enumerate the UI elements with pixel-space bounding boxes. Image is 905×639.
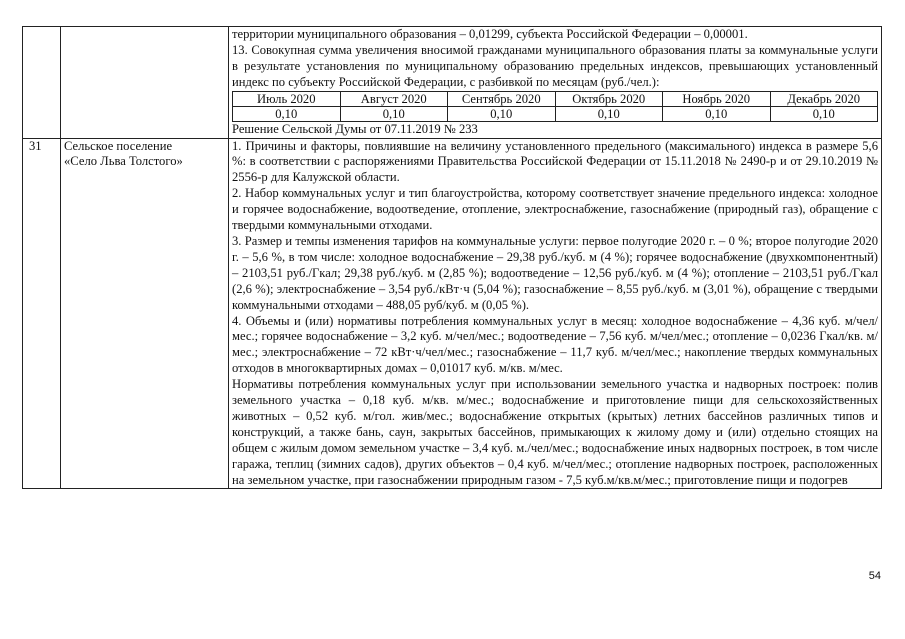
page-number: 54 <box>868 570 881 582</box>
municipality-name-cell <box>61 138 229 489</box>
paragraph: 1. Причины и факторы, повлиявшие на величину установленного предельного (максимального) индекса в размере 5,6 %: в соответствии с распоряжениями Правительства Российской Федерации от 15.11.2018 № 2490-р и от 29.10.2019 № 2556-р для Калужской области. <box>232 138 878 185</box>
month-header: Сентябрь 2020 <box>448 91 556 106</box>
month-value: 0,10 <box>448 106 556 121</box>
table-row-31 <box>23 138 882 489</box>
paragraph: территории муниципального образования – 0,01299, субъекта Российской Федерации – 0,00001. <box>232 27 748 41</box>
months-table <box>232 91 878 122</box>
month-value: 0,10 <box>663 106 771 121</box>
months-value-row <box>233 106 878 121</box>
month-value: 0,10 <box>770 106 878 121</box>
month-header: Декабрь 2020 <box>770 91 878 106</box>
paragraph: 4. Объемы и (или) нормативы потребления коммунальных услуг в месяц: холодное водоснабжение – 4,36 куб. м/чел/мес.; горячее водоснабжение – 3,2 куб. м/чел/мес.; водоотведение – 7,56 куб. м/чел/мес.; отопление – 0,0236 Гкал/кв. м/мес.; электроснабжение – 72 кВт·ч/чел/мес.; газоснабжение – 11,7 куб. м/чел/мес.; накопление твердых коммунальных отходов в многоквартирных домах – 0,01017 куб. м/кв. м/мес. <box>232 313 878 376</box>
row-number-cell: 31 <box>23 138 61 489</box>
paragraph: 2. Набор коммунальных услуг и тип благоустройства, которому соответствует значение предельного индекса: холодное и горячее водоснабжение, водоотведение, отопление, электроснабжение, газоснабжение (природный газ), обращение с твердыми коммунальными отходами. <box>232 186 878 233</box>
months-header-row <box>233 91 878 106</box>
row-number-cell <box>23 27 61 139</box>
month-header: Август 2020 <box>340 91 448 106</box>
municipality-name-line: «Село Льва Толстого» <box>64 154 183 169</box>
paragraph: 3. Размер и темпы изменения тарифов на коммунальные услуги: первое полугодие 2020 г. – 0 %; второе полугодие 2020 г. – 5,6 %, в том числе: холодное водоснабжение – 29,38 руб./куб. м (4 %); горячее водоснабжение (двухкомпонентный) – 2103,51 руб./Гкал; 29,38 руб./куб. м (2,85 %); водоотведение – 12,56 руб./куб. м (4 %); отопление – 2103,51 руб./Гкал (2,6 %); электроснабжение – 3,54 руб./кВт·ч (5,04 %); газоснабжение – 8,55 руб./куб. м (3,01 %), обращение с твердыми коммунальными отходами – 488,05 руб/куб. м (0,05 %). <box>232 233 878 312</box>
decision-text: Решение Сельской Думы от 07.11.2019 № 233 <box>232 121 478 136</box>
paragraph: Нормативы потребления коммунальных услуг при использовании земельного участка и надворных построек: полив земельного участка – 0,18 куб. м/кв. м/мес.; водоснабжение и приготовление пищи для сельскохозяйственных животных – 0,52 куб. м/гол. жив/мес.; водоснабжение открытых (крытых) летних бассейнов различных типов и конструкций, а также бань, саун, закрытых бассейнов, примыкающих к жилому дому и (или) отдельно стоящих на общем с жилым домом земельном участке – 3,4 куб. м./чел/мес.; водоснабжение иных надворных построек, в том числе гаража, теплиц (зимних садов), других объектов – 0,4 куб. м/чел/мес.; отопление надворных построек, расположенных на земельном участке, при газоснабжении природным газом - 7,5 куб.м/кв.м/мес.; приготовление пищи и подогрев <box>232 377 878 487</box>
month-header: Октябрь 2020 <box>555 91 663 106</box>
description-cell <box>229 27 882 139</box>
municipality-name-line: Сельское поселение <box>64 138 173 153</box>
month-value: 0,10 <box>340 106 448 121</box>
paragraph: 13. Совокупная сумма увеличения вносимой гражданами муниципального образования платы за коммунальные услуги в результате установления по муниципальному образованию предельных индексов, превышающих установленный индекс по субъекту Российской Федерации, с разбивкой по месяцам (руб./чел.): <box>232 42 878 89</box>
municipality-name-cell <box>61 27 229 139</box>
month-value: 0,10 <box>555 106 663 121</box>
description-cell <box>229 138 882 489</box>
month-header: Июль 2020 <box>233 91 341 106</box>
main-table <box>22 26 882 489</box>
month-header: Ноябрь 2020 <box>663 91 771 106</box>
table-row-prev <box>23 27 882 139</box>
month-value: 0,10 <box>233 106 341 121</box>
